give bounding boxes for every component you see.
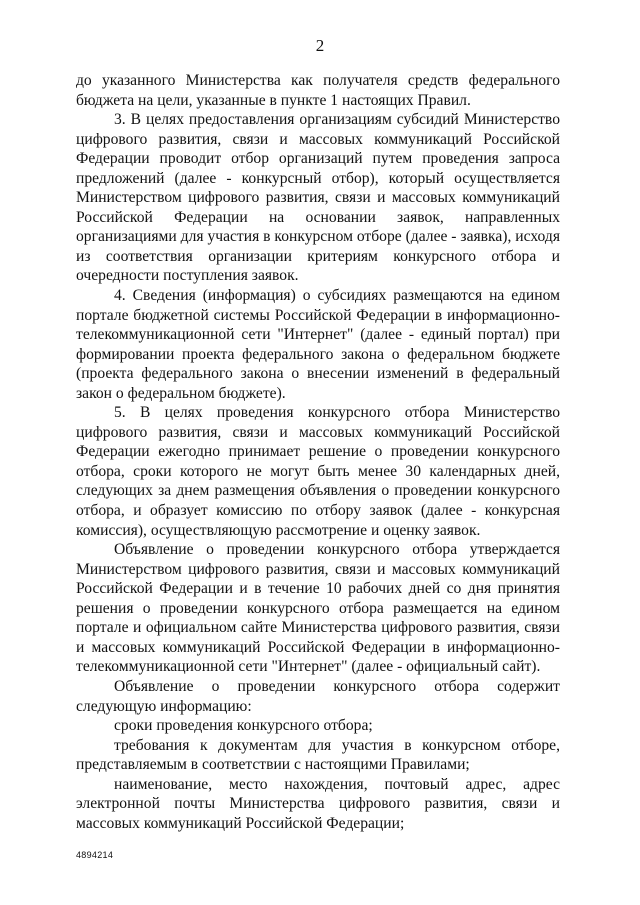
list-item-document-requirements: требования к документам для участия в конкурсном отборе, представляемым в соответствии с настоящими Правилами; <box>76 736 560 774</box>
paragraph-item-5: 5. В целях проведения конкурсного отбора Министерство цифрового развития, связи и массовых коммуникаций Российской Федерации ежегодно принимает решение о проведении конкурсного отбора, сроки которого не могут быть менее 30 календарных дней, следующих за днем размещения объявления о проведении конкурсного отбора, и образует комиссию по отбору заявок (далее - конкурсная комиссия), осуществляющую рассмотрение и оценку заявок. <box>76 404 560 539</box>
paragraph-announcement-contents: Объявление о проведении конкурсного отбора содержит следующую информацию: <box>76 677 560 715</box>
document-body <box>76 71 560 833</box>
paragraph-item-4: 4. Сведения (информация) о субсидиях размещаются на едином портале бюджетной системы Российской Федерации в информационно-телекоммуникационной сети "Интернет" (далее - единый портал) при формировании проекта федерального закона о федеральном бюджете (проекта федерального закона о внесении изменений в федеральный закон о федеральном бюджете). <box>76 287 560 402</box>
paragraph-announcement-approval: Объявление о проведении конкурсного отбора утверждается Министерством цифрового развития, связи и массовых коммуникаций Российской Федерации и в течение 10 рабочих дней со дня принятия решения о проведении конкурсного отбора размещается на едином портале и официальном сайте Министерства цифрового развития, связи и массовых коммуникаций Российской Федерации в информационно-телекоммуникационной сети "Интернет" (далее - официальный сайт). <box>76 541 560 676</box>
page-number: 2 <box>315 36 325 55</box>
document-id: 4894214 <box>76 850 114 860</box>
paragraph-continuation: до указанного Министерства как получателя средств федерального бюджета на цели, указанные в пункте 1 настоящих Правил. <box>76 72 560 109</box>
list-item-ministry-contacts: наименование, место нахождения, почтовый адрес, адрес электронной почты Министерства цифрового развития, связи и массовых коммуникаций Российской Федерации; <box>76 775 560 832</box>
list-item-deadlines: сроки проведения конкурсного отбора; <box>114 717 373 735</box>
paragraph-item-3: 3. В целях предоставления организациям субсидий Министерство цифрового развития, связи и массовых коммуникаций Российской Федерации проводит отбор организаций путем проведения запроса предложений (далее - конкурсный отбор), который осуществляется Министерством цифрового развития, связи и массовых коммуникаций Российской Федерации на основании заявок, направленных организациями для участия в конкурсном отборе (далее - заявка), исходя из соответствия организации критериям конкурсного отбора и очередности поступления заявок. <box>76 111 560 285</box>
